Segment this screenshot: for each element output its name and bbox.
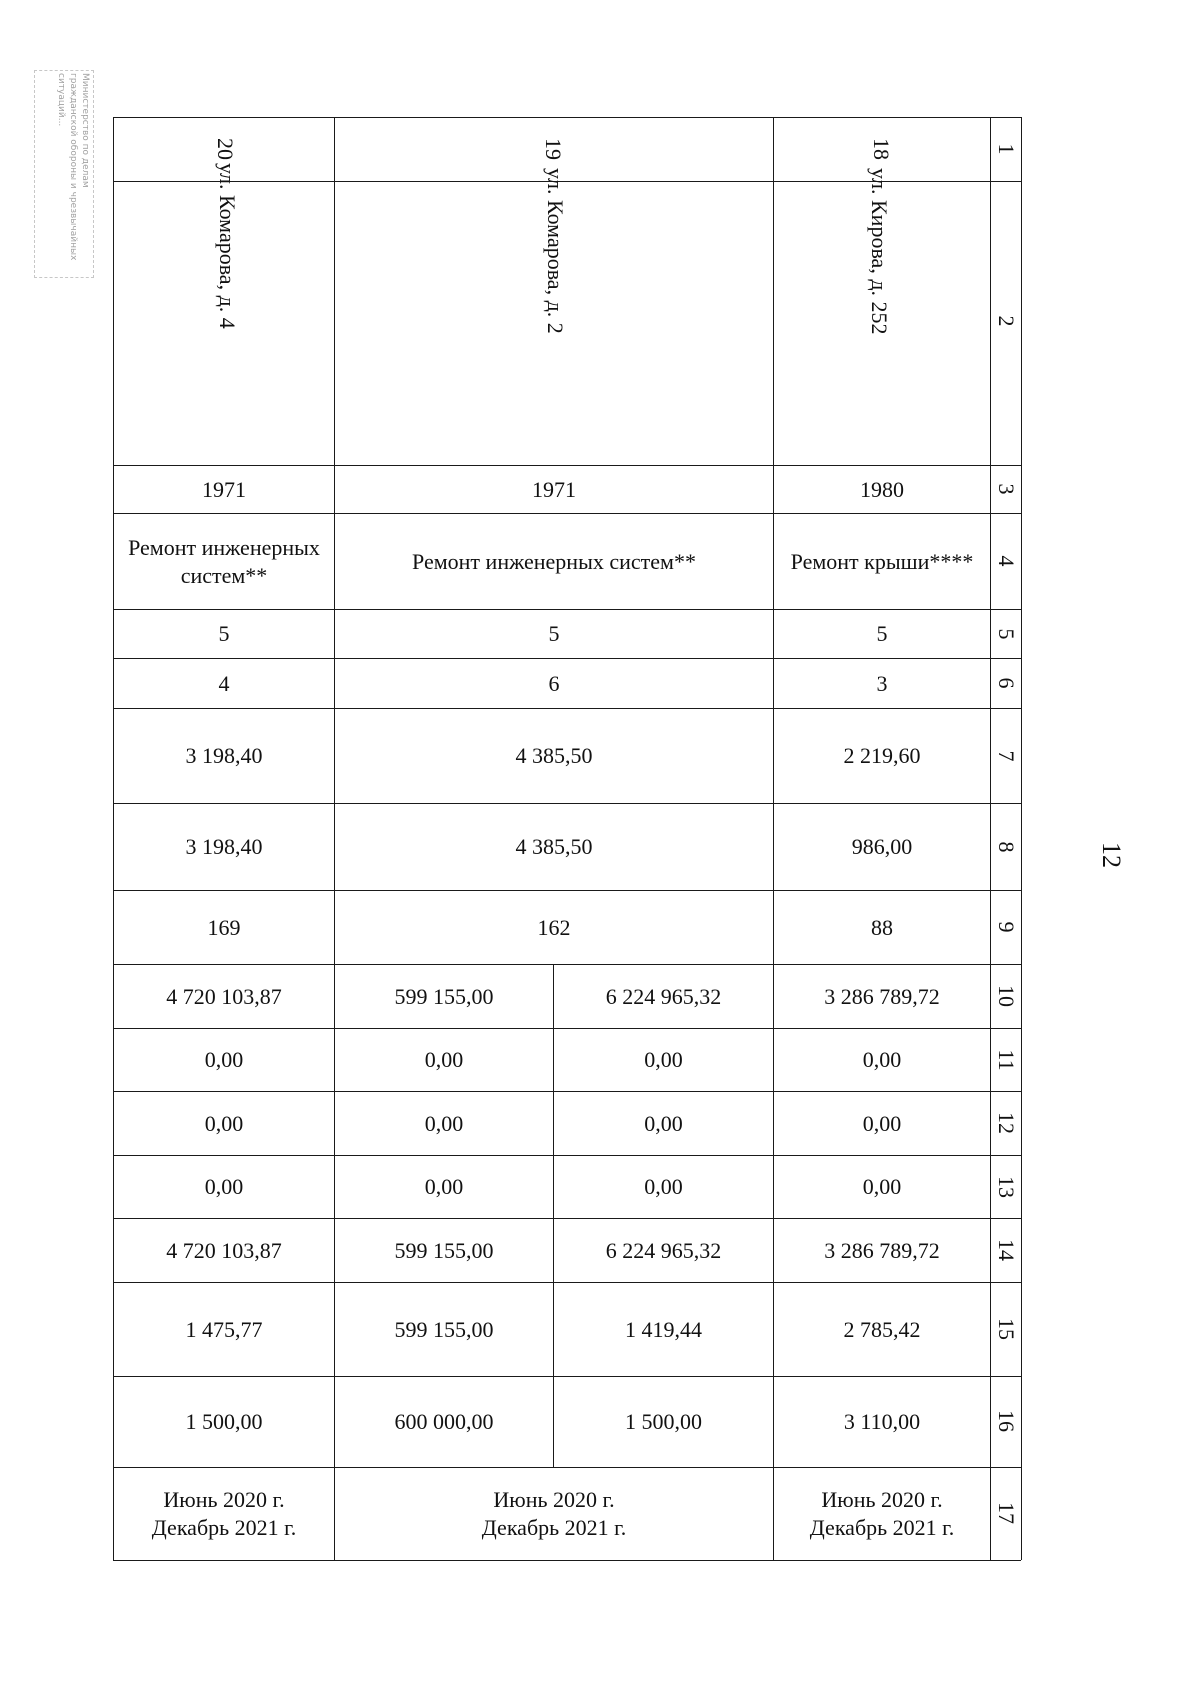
max-unit-cost: 1 500,00 [185, 1409, 263, 1434]
period-end: Декабрь 2021 г. [481, 1515, 627, 1540]
unit-cost: 2 785,42 [843, 1316, 921, 1342]
total-area: 4 385,50 [515, 743, 593, 768]
living-area: 4 385,50 [515, 834, 593, 859]
max-unit-cost: 1 500,00 [625, 1409, 702, 1434]
stamp-line: Министерство по делам [80, 73, 90, 188]
cost-total: 3 286 789,72 [824, 983, 940, 1009]
page-number: 12 [1097, 842, 1126, 868]
cost-cell: 0,00 [644, 1110, 683, 1136]
cost-total: 599 155,00 [394, 983, 494, 1009]
build-year: 1971 [202, 476, 246, 502]
row-number: 17 [994, 1502, 1019, 1524]
cost-total: 4 720 103,87 [166, 983, 282, 1009]
cost-cell: 0,00 [644, 1047, 683, 1072]
unit-cost: 1 419,44 [625, 1316, 702, 1342]
row-number: 13 [994, 1176, 1019, 1198]
floors: 5 [218, 621, 230, 646]
address: ул. Комарова, д. 2 [543, 168, 568, 334]
build-year: 1980 [860, 476, 904, 502]
stamp-line: ситуаций... [56, 73, 66, 127]
floors: 5 [548, 621, 560, 646]
cost-cell: 0,00 [424, 1110, 464, 1136]
cost-cell: 599 155,00 [394, 1237, 494, 1263]
period-start: Июнь 2020 г. [493, 1487, 615, 1512]
max-unit-cost: 600 000,00 [394, 1409, 494, 1434]
row-number: 4 [994, 555, 1019, 567]
work-type: Ремонт инженерных систем** [128, 534, 320, 588]
row-number: 12 [994, 1112, 1019, 1134]
cost-cell: 0,00 [204, 1047, 244, 1072]
unit-cost: 599 155,00 [394, 1316, 494, 1342]
total-area: 3 198,40 [185, 743, 263, 768]
period-cell [335, 1468, 773, 1560]
column-id: 18 [869, 138, 894, 160]
stamp-line: гражданской обороны и чрезвычайных [68, 73, 78, 261]
row-number: 2 [994, 315, 1019, 327]
column-id: 19 [541, 138, 566, 160]
cost-cell: 6 224 965,32 [605, 1237, 722, 1263]
cost-cell: 4 720 103,87 [166, 1237, 282, 1263]
max-unit-cost: 3 110,00 [843, 1409, 921, 1434]
entrances: 6 [548, 670, 560, 696]
period-end: Декабрь 2021 г. [809, 1515, 955, 1540]
cost-cell: 3 286 789,72 [824, 1237, 940, 1263]
row-number: 11 [994, 1049, 1019, 1071]
cost-cell: 0,00 [862, 1110, 902, 1136]
address: ул. Кирова, д. 252 [867, 168, 892, 335]
work-type: Ремонт инженерных систем** [412, 548, 696, 574]
row-number: 7 [994, 750, 1019, 762]
row-number: 8 [994, 841, 1019, 853]
unit-cost: 1 475,77 [185, 1316, 263, 1342]
cost-cell: 0,00 [204, 1110, 244, 1136]
row-number: 3 [994, 483, 1019, 495]
period-start: Июнь 2020 г. [163, 1487, 285, 1512]
period-start: Июнь 2020 г. [821, 1487, 943, 1512]
period-cell [114, 1468, 334, 1560]
cost-total: 6 224 965,32 [605, 983, 722, 1009]
row-number: 14 [994, 1239, 1019, 1261]
row-number: 10 [994, 985, 1019, 1007]
row-number: 9 [994, 921, 1019, 933]
cost-cell: 0,00 [644, 1174, 683, 1199]
residents: 169 [207, 914, 241, 940]
build-year: 1971 [532, 476, 576, 502]
row-number: 1 [994, 143, 1019, 155]
entrances: 4 [218, 670, 230, 696]
cost-cell: 0,00 [424, 1174, 464, 1199]
row-number: 5 [994, 628, 1019, 640]
living-area: 986,00 [851, 834, 913, 859]
row-number: 15 [994, 1318, 1019, 1340]
entrances: 3 [876, 670, 888, 696]
residents: 162 [537, 914, 571, 940]
total-area: 2 219,60 [843, 743, 921, 768]
residents: 88 [871, 914, 893, 940]
period-end: Декабрь 2021 г. [151, 1515, 297, 1540]
address: ул. Комарова, д. 4 [215, 163, 240, 329]
cost-cell: 0,00 [424, 1047, 464, 1072]
cost-cell: 0,00 [862, 1047, 902, 1072]
row-number: 16 [994, 1410, 1019, 1432]
column-id: 20 [213, 138, 238, 160]
floors: 5 [876, 621, 888, 646]
row-number: 6 [994, 677, 1019, 689]
cost-cell: 0,00 [204, 1174, 244, 1199]
work-type: Ремонт крыши**** [790, 548, 974, 574]
cost-cell: 0,00 [862, 1174, 902, 1199]
living-area: 3 198,40 [185, 834, 263, 859]
period-cell [774, 1468, 990, 1560]
